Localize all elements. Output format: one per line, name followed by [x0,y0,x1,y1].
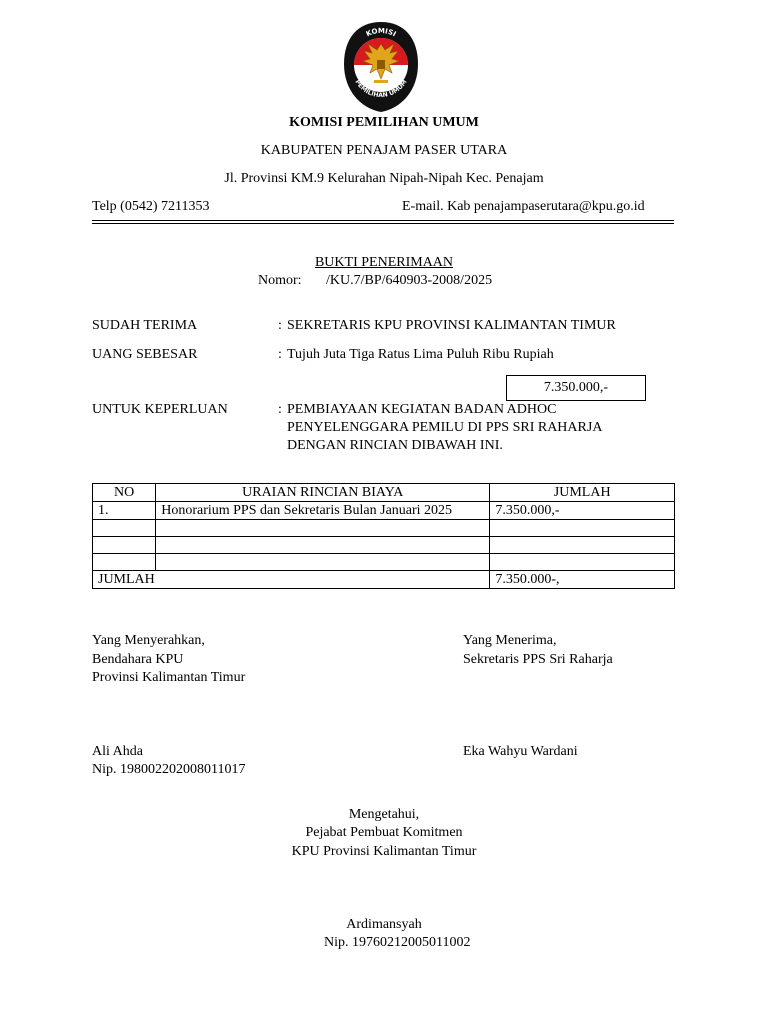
amount-box: 7.350.000,- [506,375,646,401]
cost-breakdown-table [92,483,675,589]
received-from-value: SEKRETARIS KPU PROVINSI KALIMANTAN TIMUR [287,318,616,333]
document-number: /KU.7/BP/640903-2008/2025 [326,273,493,288]
colon: : [278,318,282,333]
giver-heading: Yang Menyerahkan, [92,633,205,648]
table-total-row [93,571,675,589]
giver-nip: Nip. 198002202008011017 [92,762,246,777]
svg-text:KOMISI: KOMISI [364,26,398,39]
amount-words-value: Tujuh Juta Tiga Ratus Lima Puluh Ribu Rupiah [287,347,554,362]
total-label: JUMLAH [93,571,490,589]
header-rule-bottom [92,223,674,224]
org-name: KOMISI PEMILIHAN UMUM [289,115,479,130]
svg-text:PEMILIHAN UMUM: PEMILIHAN UMUM [353,78,409,100]
receiver-title: Sekretaris PPS Sri Raharja [463,652,613,667]
giver-org: Provinsi Kalimantan Timur [92,670,246,685]
table-row-empty [93,520,675,537]
received-from-label: SUDAH TERIMA [92,318,198,333]
receiver-name: Eka Wahyu Wardani [463,744,578,759]
garuda-emblem-icon [340,20,422,114]
purpose-label: UNTUK KEPERLUAN [92,402,228,417]
colon: : [278,402,282,417]
total-value: 7.350.000-, [490,571,675,589]
table-header-row [93,484,675,502]
header-amount: JUMLAH [490,484,675,502]
document-title: BUKTI PENERIMAAN [314,255,454,270]
colon: : [278,347,282,362]
acknowledger-name: Ardimansyah [346,917,422,932]
address: Jl. Provinsi KM.9 Kelurahan Nipah-Nipah Kec. Penajam [224,171,544,186]
giver-name: Ali Ahda [92,744,143,759]
purpose-line-3: DENGAN RINCIAN DIBAWAH INI. [287,438,503,453]
purpose-line-2: PENYELENGGARA PEMILU DI PPS SRI RAHARJA [287,420,603,435]
acknowledger-heading: Mengetahui, [348,807,420,822]
document-number-label: Nomor: [258,273,302,288]
acknowledger-nip: Nip. 19760212005011002 [324,935,471,950]
header-description: URAIAN RINCIAN BIAYA [156,484,490,502]
phone: Telp (0542) 7211353 [92,199,210,214]
email: E-mail. Kab penajampaserutara@kpu.go.id [402,199,645,214]
acknowledger-title: Pejabat Pembuat Komitmen [305,825,463,840]
table-row [93,502,675,520]
row-description: Honorarium PPS dan Sekretaris Bulan Januari 2025 [156,502,490,520]
header-no: NO [93,484,156,502]
amount-words-label: UANG SEBESAR [92,347,198,362]
regency-name: KABUPATEN PENAJAM PASER UTARA [260,143,508,158]
purpose-line-1: PEMBIAYAAN KEGIATAN BADAN ADHOC [287,402,557,417]
header-rule-top [92,220,674,221]
table-row-empty [93,554,675,571]
kpu-logo [340,20,422,114]
receiver-heading: Yang Menerima, [463,633,557,648]
row-no: 1. [93,502,156,520]
row-amount: 7.350.000,- [490,502,675,520]
table-row-empty [93,537,675,554]
giver-title: Bendahara KPU [92,652,184,667]
acknowledger-org: KPU Provinsi Kalimantan Timur [291,844,477,859]
